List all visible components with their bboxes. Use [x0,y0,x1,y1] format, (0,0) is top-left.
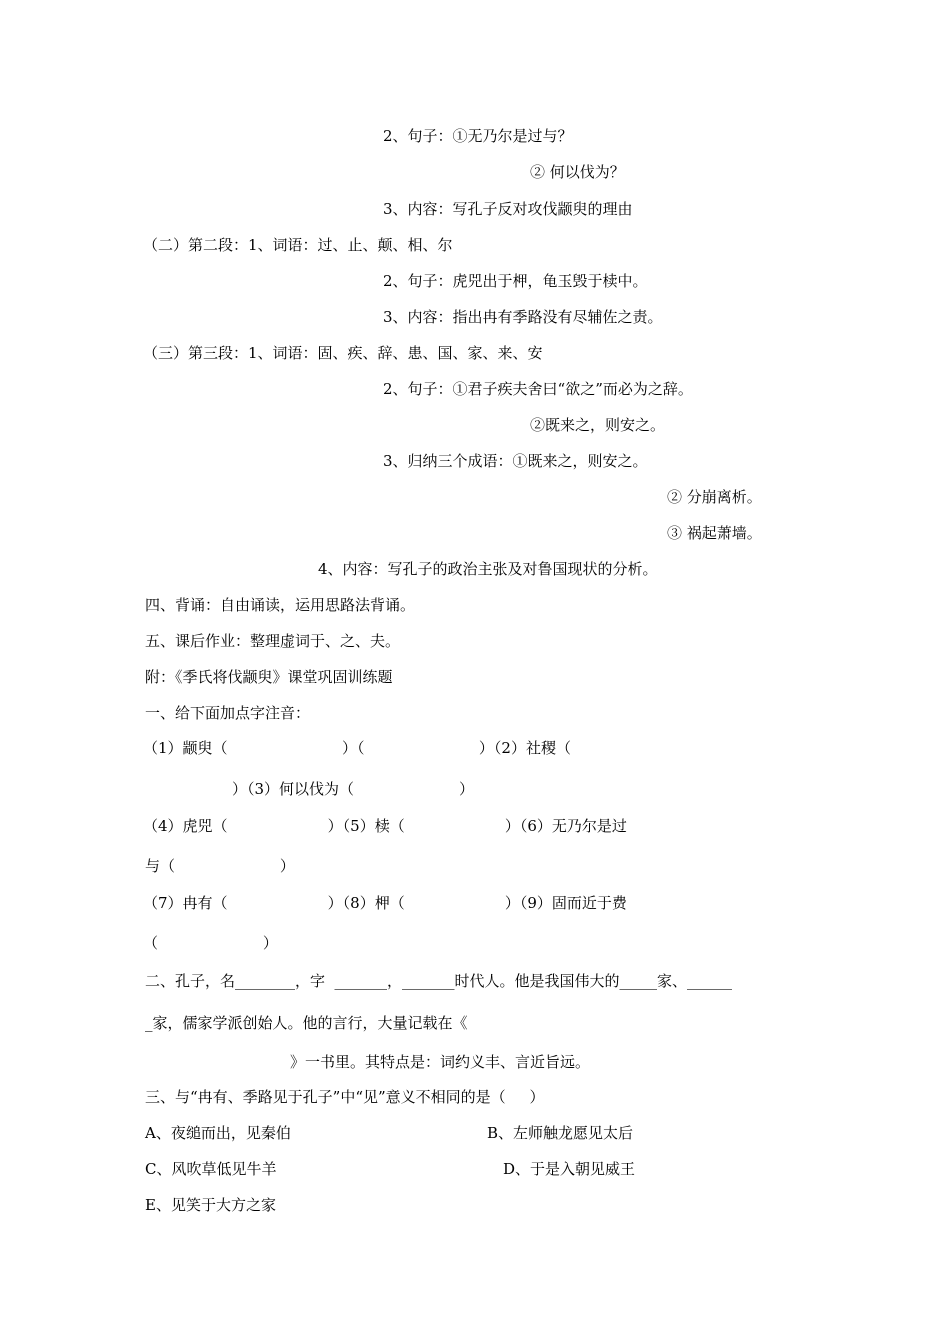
text-line: 3、归纳三个成语：①既来之，则安之。 [383,452,648,470]
text-line: 》一书里。其特点是：词约义丰、言近旨远。 [290,1053,591,1071]
text-line: （1）颛臾（ ）（ ）（2）社稷（ [143,739,571,757]
text-line: ）（3）何以伐为（ ） [232,780,474,798]
text-line: （4）虎兕（ ）（5）椟（ ）（6）无乃尔是过 [143,817,627,835]
text-line: 4、内容：写孔子的政治主张及对鲁国现状的分析。 [318,560,658,578]
text-line: 2、句子：虎兕出于柙，龟玉毁于椟中。 [383,272,648,290]
text-line: （二）第二段：1、词语：过、止、颠、相、尔 [143,236,453,254]
section-heading: 二、孔子，名________，字 _______，_______时代人。他是我国伟大的_____家、______ [145,972,733,990]
text-line: _家，儒家学派创始人。他的言行，大量记载在《 [145,1014,468,1032]
option-c: C、风吹草低见牛羊 [145,1160,277,1178]
text-line: ②既来之，则安之。 [530,416,666,434]
text-line: 2、句子：①无乃尔是过与？ [383,127,573,145]
option-e: E、见笑于大方之家 [145,1196,276,1214]
text-line: 2、句子：①君子疾夫舍曰“欲之”而必为之辞。 [383,380,693,398]
option-a: A、夜缒而出，见秦伯 [145,1124,291,1142]
text-line: （ ） [143,934,278,952]
option-d: D、于是入朝见威王 [503,1160,636,1178]
section-heading: 一、给下面加点字注音： [145,704,311,722]
text-line: 五、课后作业：整理虚词于、之、夫。 [145,632,401,650]
text-line: ② 分崩离析。 [667,488,762,506]
text-line: （7）冉有（ ）（8）柙（ ）（9）固而近于费 [143,894,627,912]
text-line: 四、背诵：自由诵读，运用思路法背诵。 [145,596,416,614]
text-line: （三）第三段：1、词语：固、疾、辞、患、国、家、来、安 [143,344,543,362]
text-line: 3、内容：指出冉有季路没有尽辅佐之责。 [383,308,663,326]
text-line: ③ 祸起萧墙。 [667,524,762,542]
text-line: 附：《季氏将伐颛臾》课堂巩固训练题 [145,668,393,686]
text-line: 与（ ） [145,857,295,875]
text-line: 3、内容：写孔子反对攻伐颛臾的理由 [383,200,633,218]
section-heading: 三、与“冉有、季路见于孔子”中“见”意义不相同的是（ ） [145,1088,545,1106]
option-b: B、左师触龙愿见太后 [487,1124,634,1142]
text-line: ② 何以伐为？ [530,163,625,181]
